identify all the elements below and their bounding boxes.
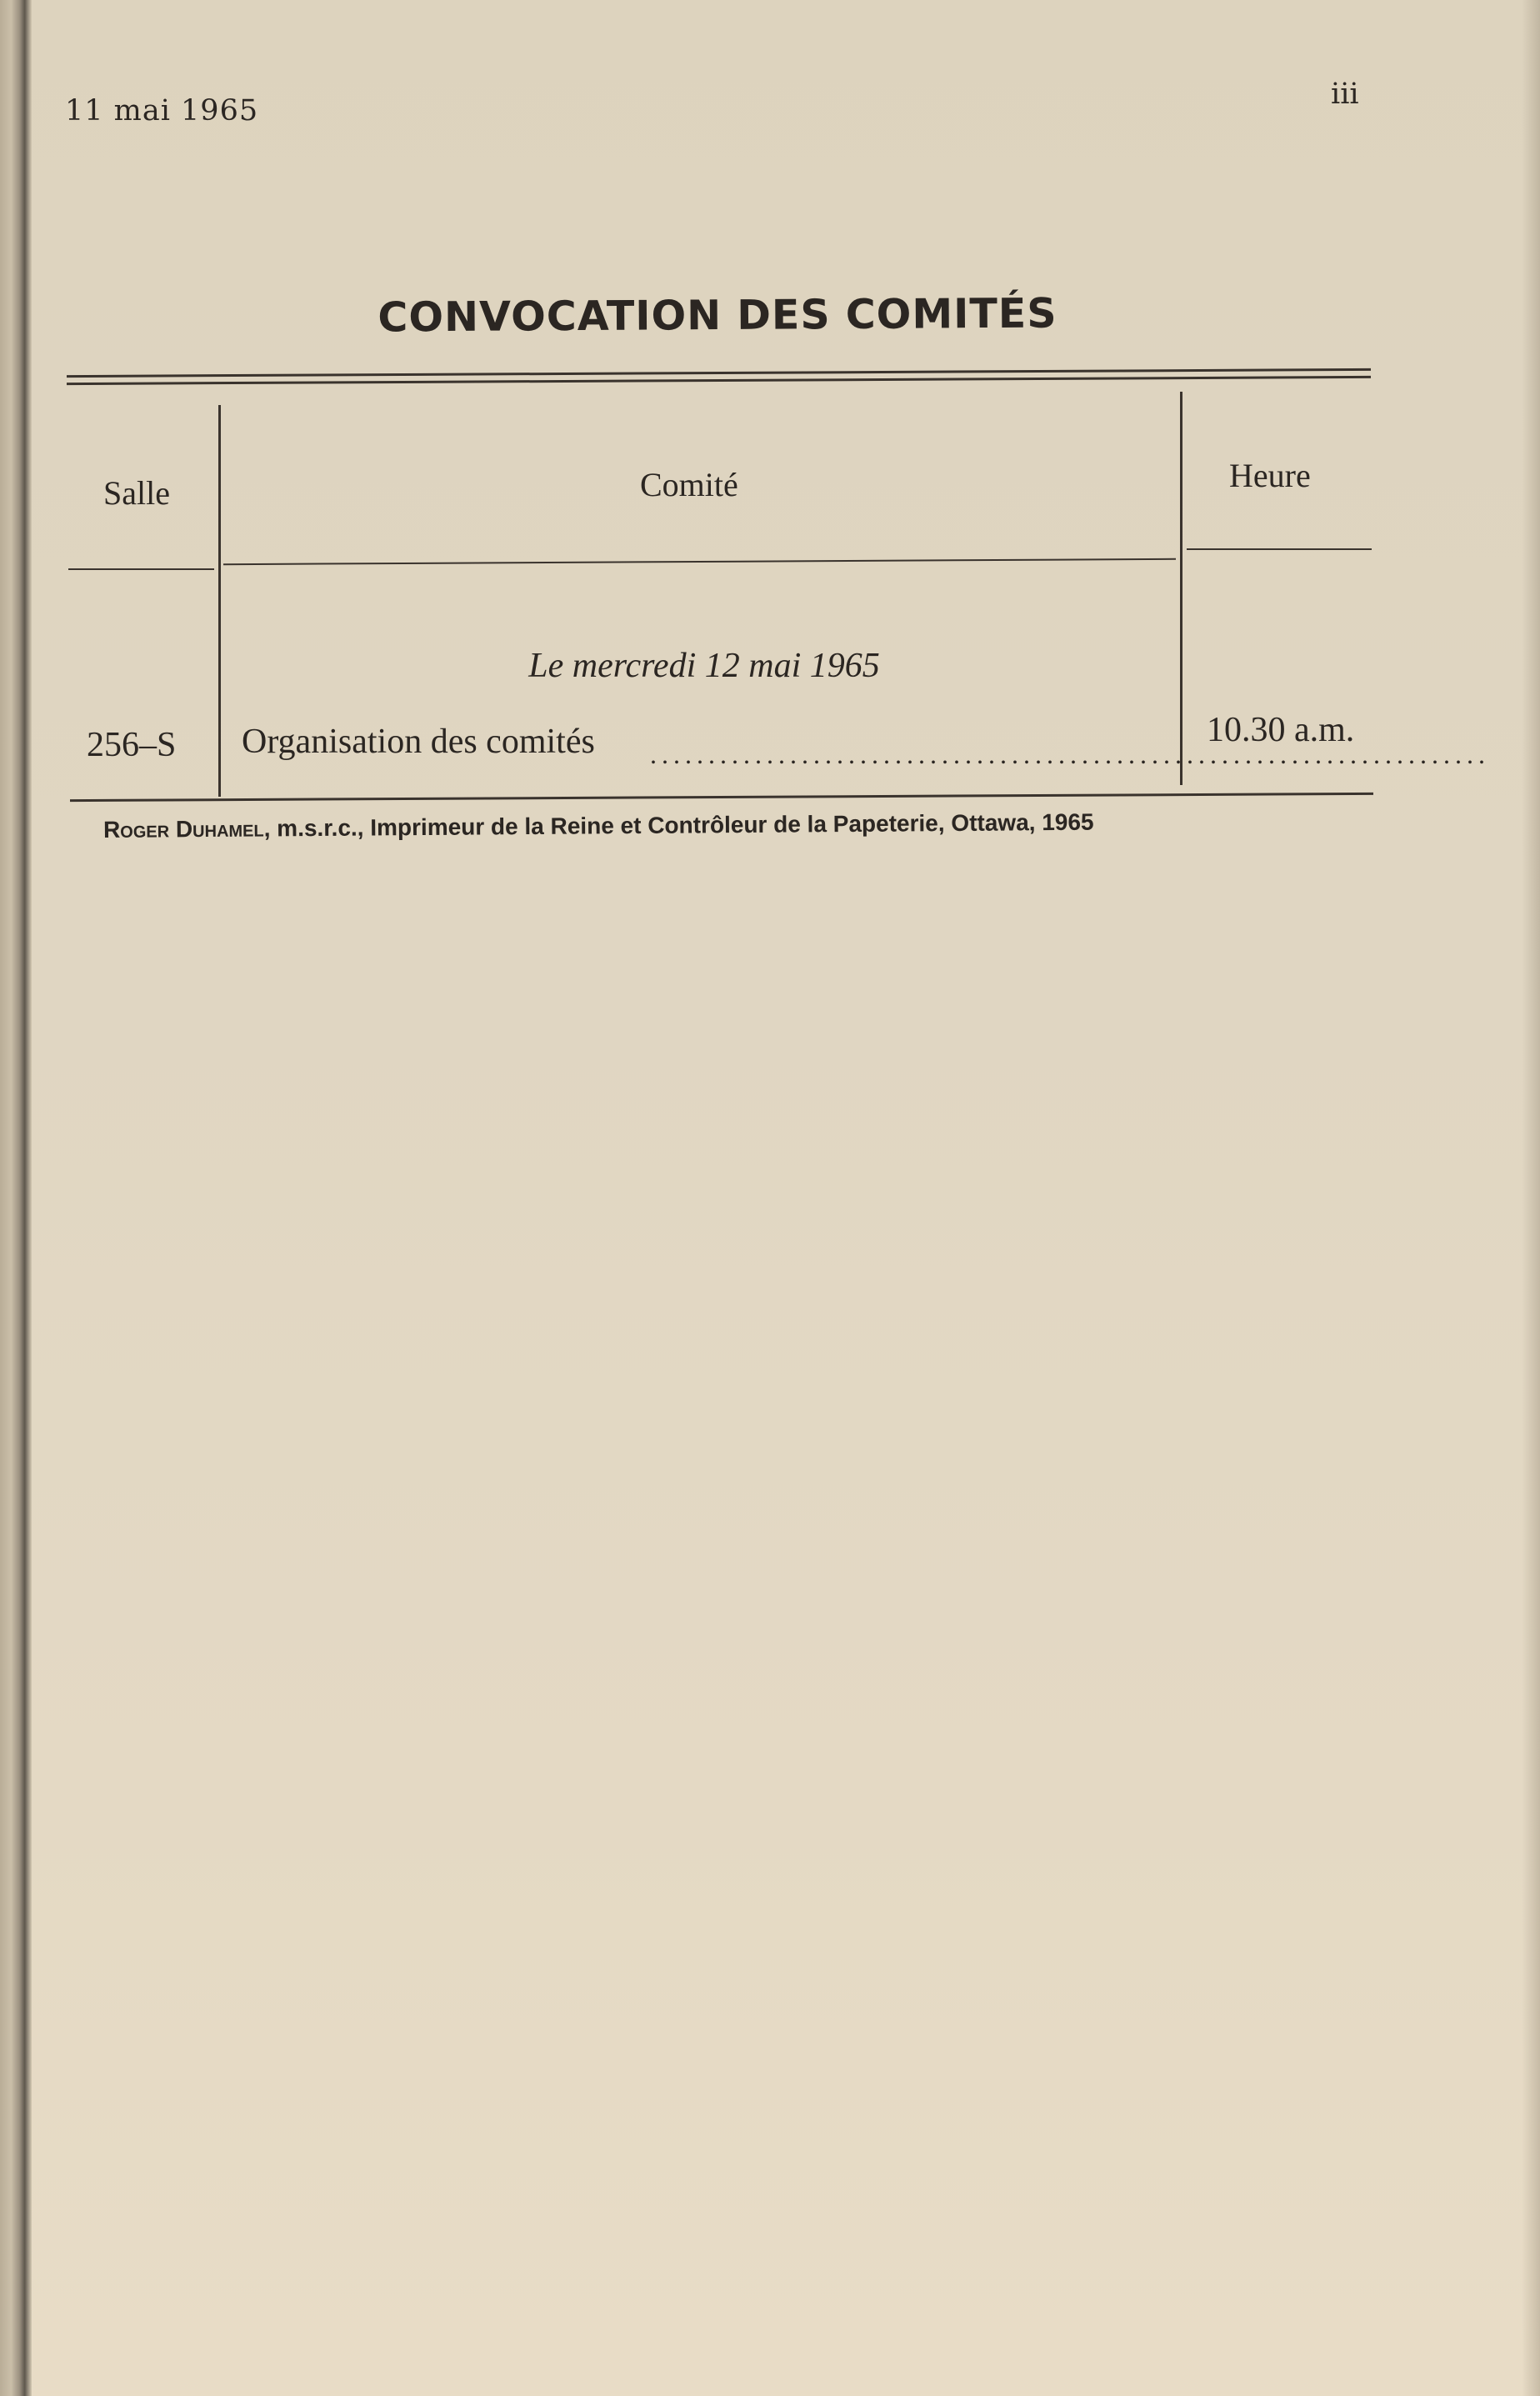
imprint-footer [103, 809, 1094, 843]
printer-name: Roger Duhamel [102, 815, 264, 843]
header-rule-committee [223, 558, 1176, 565]
column-header-room: Salle [103, 474, 170, 512]
header-rule-room [68, 568, 214, 570]
title-double-rule-bottom [67, 376, 1371, 385]
row-room: 256–S [87, 726, 177, 764]
column-header-time: Heure [1229, 457, 1311, 494]
row-time: 10.30 a.m. [1207, 711, 1355, 749]
row-committee: Organisation des comités [242, 723, 595, 761]
meeting-date-heading: Le mercredi 12 mai 1965 [528, 647, 880, 685]
page-title: CONVOCATION DES COMITÉS [378, 289, 1058, 342]
header-date: 11 mai 1965 [65, 94, 259, 128]
column-separator-right [1180, 392, 1182, 785]
header-rule-time [1187, 548, 1372, 550]
table-bottom-rule [70, 793, 1373, 802]
dot-leader: ........................................................................ [650, 739, 1490, 769]
column-separator-left [218, 405, 221, 797]
printer-details: , m.s.r.c., Imprimeur de la Reine et Contrôleur de la Papeterie, Ottawa, 1965 [263, 808, 1094, 842]
page-number: iii [1331, 78, 1359, 111]
column-header-committee: Comité [640, 466, 738, 503]
